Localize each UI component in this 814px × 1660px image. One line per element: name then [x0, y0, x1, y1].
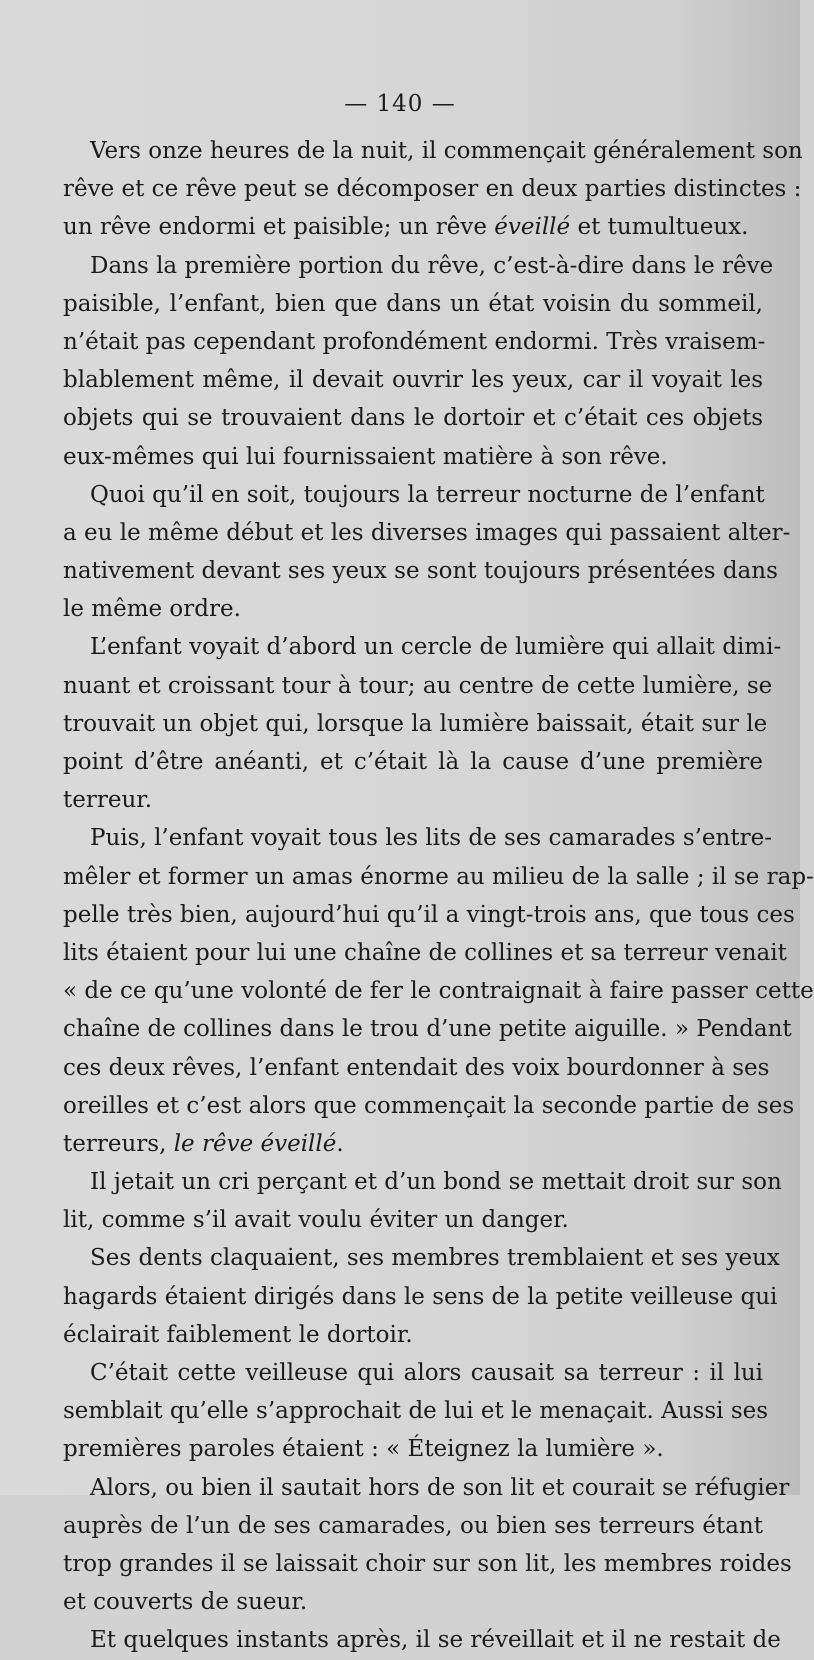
text-line: premières paroles étaient : « Éteignez la lumière ».: [63, 1436, 664, 1463]
text-line: a eu le même début et les diverses images qui passaient alter-: [63, 519, 791, 546]
text-line: terreurs, le rêve éveillé.: [63, 1130, 344, 1157]
text-line: Dans la première portion du rêve, c’est-à-dire dans le rêve: [90, 252, 774, 279]
text-line: Alors, ou bien il sautait hors de son lit et courait se réfugier: [90, 1474, 790, 1501]
text-line: éclairait faiblement le dortoir.: [63, 1321, 413, 1348]
text-line: auprès de l’un de ses camarades, ou bien ses terreurs étant: [63, 1512, 763, 1539]
text-line: un rêve endormi et paisible; un rêve éveillé et tumultueux.: [63, 214, 749, 241]
text-line: n’était pas cependant profondément endormi. Très vraisem-: [63, 328, 766, 355]
italic-text: le rêve éveillé: [173, 1130, 337, 1157]
italic-text: éveillé: [494, 214, 571, 241]
text-line: Puis, l’enfant voyait tous les lits de ses camarades s’entre-: [90, 825, 772, 852]
text-line: le même ordre.: [63, 596, 241, 623]
text-line: point d’être anéanti, et c’était là la cause d’une première: [63, 749, 763, 775]
page-number: — 140 —: [344, 91, 456, 117]
text-line: semblait qu’elle s’approchait de lui et le menaçait. Aussi ses: [63, 1398, 769, 1425]
text-line: paisible, l’enfant, bien que dans un état voisin du sommeil,: [63, 290, 763, 317]
text-line: Quoi qu’il en soit, toujours la terreur nocturne de l’enfant: [90, 481, 765, 508]
text-line: ces deux rêves, l’enfant entendait des voix bourdonner à ses: [63, 1054, 770, 1081]
text-line: C’était cette veilleuse qui alors causait sa terreur : il lui: [90, 1360, 763, 1386]
text-line: « de ce qu’une volonté de fer le contraignait à faire passer cette: [63, 978, 814, 1005]
text-line: rêve et ce rêve peut se décomposer en deux parties distinctes :: [63, 176, 802, 203]
text-line: Il jetait un cri perçant et d’un bond se mettait droit sur son: [90, 1169, 782, 1196]
text-line: blablement même, il devait ouvrir les yeux, car il voyait les: [63, 367, 763, 394]
text-line: lit, comme s’il avait voulu éviter un danger.: [63, 1207, 569, 1234]
text-line: trop grandes il se laissait choir sur son lit, les membres roides: [63, 1550, 792, 1577]
text-line: et couverts de sueur.: [63, 1589, 308, 1616]
text-line: Et quelques instants après, il se réveillait et il ne restait de: [90, 1627, 781, 1654]
text-line: hagards étaient dirigés dans le sens de la petite veilleuse qui: [63, 1283, 778, 1310]
body-text: [63, 132, 814, 1660]
text-line: terreur.: [63, 787, 153, 814]
text-line: Ses dents claquaient, ses membres tremblaient et ses yeux: [90, 1245, 780, 1272]
text-line: pelle très bien, aujourd’hui qu’il a vingt-trois ans, que tous ces: [63, 901, 795, 928]
text-line: L’enfant voyait d’abord un cercle de lumière qui allait dimi-: [90, 634, 782, 661]
text-line: lits étaient pour lui une chaîne de collines et sa terreur venait: [63, 939, 787, 966]
text-line: mêler et former un amas énorme au milieu de la salle ; il se rap-: [63, 863, 814, 890]
text-line: oreilles et c’est alors que commençait la seconde partie de ses: [63, 1092, 795, 1119]
text-line: nativement devant ses yeux se sont toujours présentées dans: [63, 558, 778, 585]
text-line: nuant et croissant tour à tour; au centre de cette lumière, se: [63, 672, 773, 699]
text-line: eux-mêmes qui lui fournissaient matière à son rêve.: [63, 443, 668, 470]
text-line: trouvait un objet qui, lorsque la lumière baissait, était sur le: [63, 710, 768, 737]
text-line: objets qui se trouvaient dans le dortoir et c’était ces objets: [63, 405, 763, 432]
text-line: Vers onze heures de la nuit, il commençait généralement son: [90, 138, 803, 164]
text-line: chaîne de collines dans le trou d’une petite aiguille. » Pendant: [63, 1016, 792, 1043]
